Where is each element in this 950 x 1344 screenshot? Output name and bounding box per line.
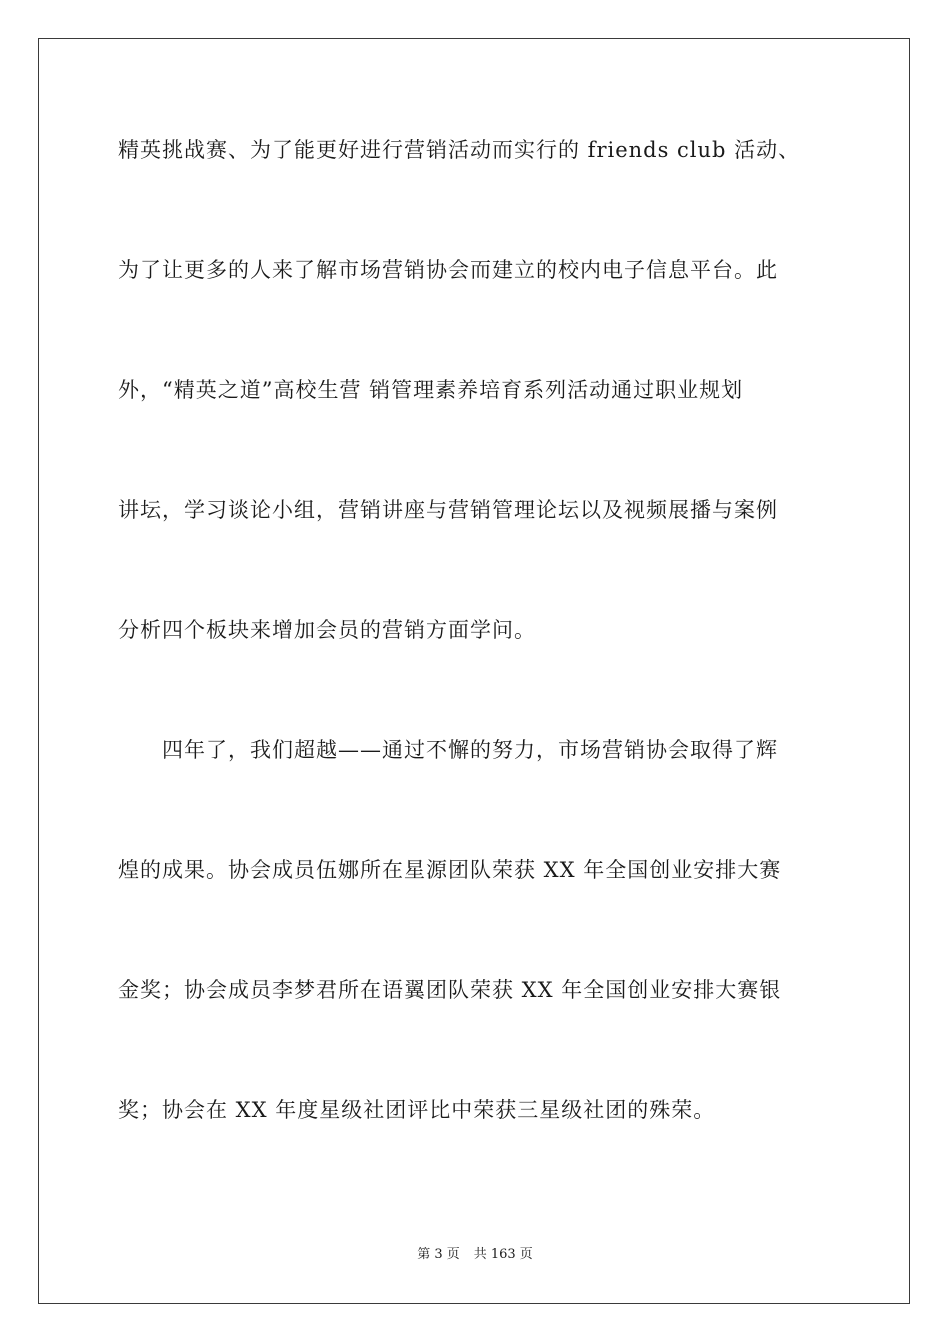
text-line: 外，“精英之道”高校生营 销管理素养培育系列活动通过职业规划 xyxy=(118,378,744,402)
text-line: 金奖；协会成员李梦君所在语翼团队荣获 XX 年全国创业安排大赛银 xyxy=(118,978,782,1002)
text-line: 奖；协会在 XX 年度星级社团评比中荣获三星级社团的殊荣。 xyxy=(118,1098,716,1122)
paragraph-start-line: 四年了，我们超越——通过不懈的努力，市场营销协会取得了辉 xyxy=(162,738,778,762)
document-body xyxy=(118,125,858,1205)
text-line: 分析四个板块来增加会员的营销方面学问。 xyxy=(118,618,536,642)
text-line: 为了让更多的人来了解市场营销协会而建立的校内电子信息平台。此 xyxy=(118,258,778,282)
text-line: 讲坛，学习谈论小组，营销讲座与营销管理论坛以及视频展播与案例 xyxy=(118,498,778,522)
total-pages: 共 163 页 xyxy=(473,1247,533,1262)
text-line: 煌的成果。协会成员伍娜所在星源团队荣获 XX 年全国创业安排大赛 xyxy=(118,858,782,882)
page-number: 第 3 页 xyxy=(417,1247,460,1262)
page-footer xyxy=(0,1243,950,1262)
text-line: 精英挑战赛、为了能更好进行营销活动而实行的 friends club 活动、 xyxy=(118,138,801,162)
